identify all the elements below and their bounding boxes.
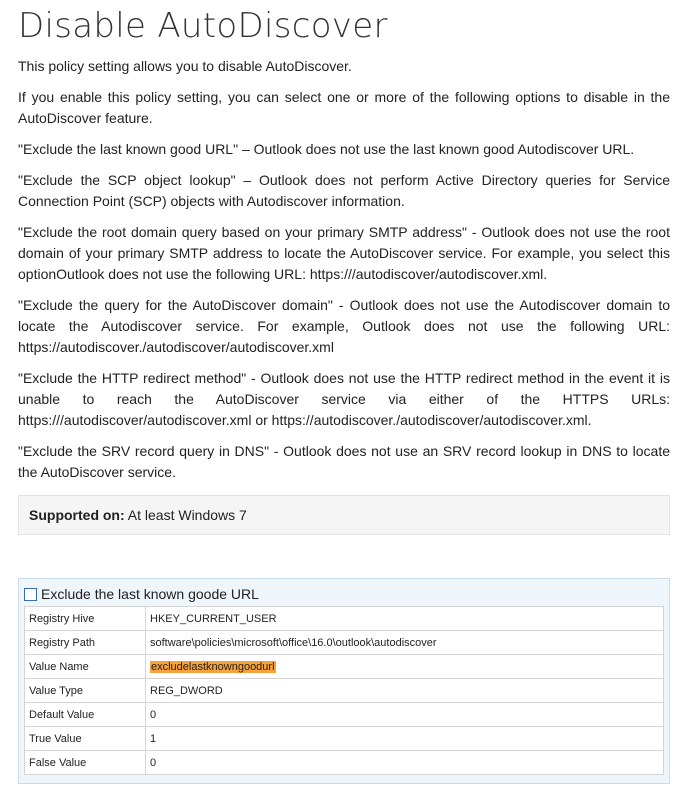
- true-value-value: 1: [146, 727, 664, 751]
- false-value-label: False Value: [25, 751, 146, 775]
- intro-paragraph: This policy setting allows you to disable AutoDiscover.: [18, 58, 352, 74]
- registry-hive-value: HKEY_CURRENT_USER: [146, 607, 664, 631]
- option-description-srv-record: "Exclude the SRV record query in DNS" - Outlook does not use an SRV record lookup in DNS to locate the AutoDiscover service.: [18, 443, 670, 480]
- option-header: [24, 585, 664, 603]
- table-row: [25, 631, 664, 655]
- option-description-http-redirect: "Exclude the HTTP redirect method" - Outlook does not use the HTTP redirect method in the event it is unable to reach the AutoDiscover service via either of the HTTPS URLs: https:///autodiscover/autodiscover.xml or https://autodiscover./autodiscover/autodiscover.xml.: [18, 370, 670, 428]
- option-description-root-domain: "Exclude the root domain query based on your primary SMTP address" - Outlook does not use the root domain of your primary SMTP address to locate the AutoDiscover service. For example, you select this optionOutlook does not use the following URL: https:///autodiscover/autodiscover.xml.: [18, 224, 670, 282]
- table-row: [25, 727, 664, 751]
- page-title: Disable AutoDiscover: [18, 6, 388, 46]
- option-checkbox[interactable]: [24, 588, 37, 601]
- policy-option-box: [18, 578, 670, 784]
- value-type-value: REG_DWORD: [146, 679, 664, 703]
- default-value-value: 0: [146, 703, 664, 727]
- table-row: [25, 607, 664, 631]
- registry-table: [24, 606, 664, 775]
- registry-hive-label: Registry Hive: [25, 607, 146, 631]
- option-description-autodiscover-domain: "Exclude the query for the AutoDiscover domain" - Outlook does not use the Autodiscover domain to locate the Autodiscover service. For example, Outlook does not use the following URL: https://autodiscover./autodiscover/autodiscover.xml: [18, 297, 670, 355]
- registry-path-label: Registry Path: [25, 631, 146, 655]
- option-description-last-known-url: "Exclude the last known good URL" – Outlook does not use the last known good Autodiscover URL.: [18, 141, 635, 157]
- supported-on-value: At least Windows 7: [127, 507, 247, 523]
- supported-on-box: [18, 495, 670, 535]
- value-name-cell: [146, 655, 664, 679]
- registry-path-value: software\policies\microsoft\office\16.0\outlook\autodiscover: [146, 631, 664, 655]
- table-row: [25, 655, 664, 679]
- value-type-label: Value Type: [25, 679, 146, 703]
- supported-on-label: Supported on:: [29, 507, 125, 523]
- option-title: Exclude the last known goode URL: [41, 586, 259, 602]
- value-name-label: Value Name: [25, 655, 146, 679]
- description-paragraph: If you enable this policy setting, you can select one or more of the following options to disable in the AutoDiscover feature.: [18, 89, 670, 126]
- table-row: [25, 751, 664, 775]
- table-row: [25, 679, 664, 703]
- true-value-label: True Value: [25, 727, 146, 751]
- policy-page: [18, 6, 670, 784]
- option-description-scp-lookup: "Exclude the SCP object lookup" – Outlook does not perform Active Directory queries for Service Connection Point (SCP) objects with Autodiscover information.: [18, 172, 670, 209]
- value-name-highlight: excludelastknowngoodurl: [151, 660, 275, 673]
- false-value-value: 0: [146, 751, 664, 775]
- table-row: [25, 703, 664, 727]
- default-value-label: Default Value: [25, 703, 146, 727]
